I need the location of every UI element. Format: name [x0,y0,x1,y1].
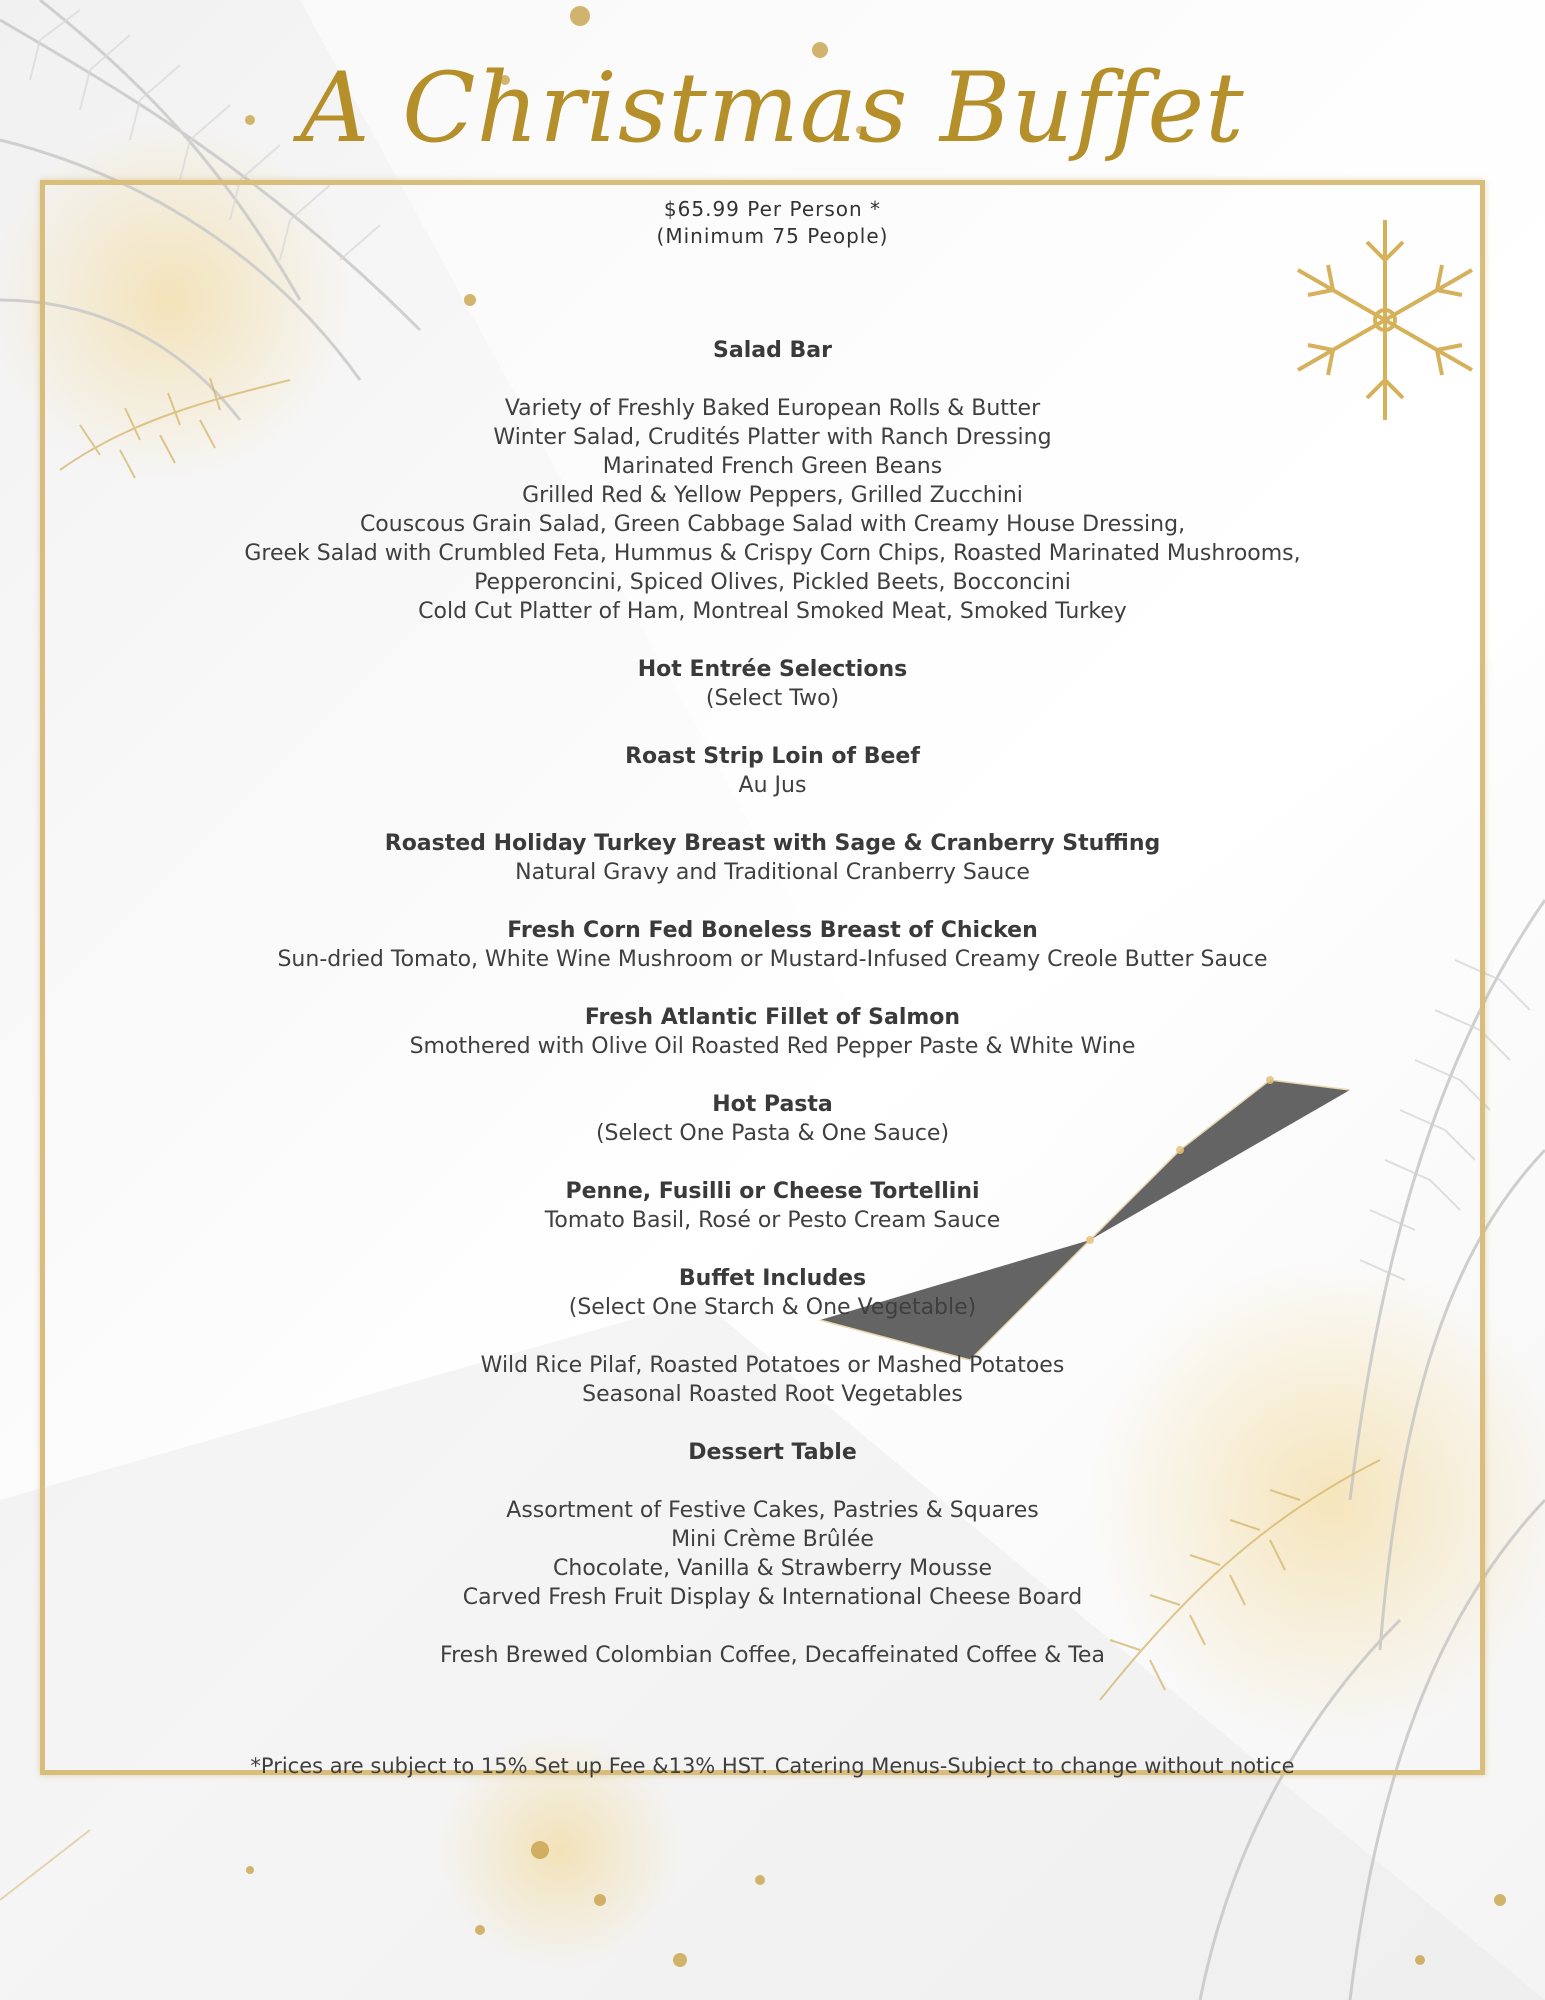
dish-name-turkey: Roasted Holiday Turkey Breast with Sage & Cranberry Stuffing [384,831,1161,856]
section-heading-dessert: Dessert Table [688,1440,857,1465]
section-heading-buffet-includes: Buffet Includes [678,1266,867,1291]
footer-note: *Prices are subject to 15% Set up Fee &13% HST. Catering Menus-Subject to change without notice [250,1754,1295,1778]
menu-item: Mini Crème Brûlée [671,1527,874,1552]
minimum-people: (Minimum 75 People) [656,224,889,248]
dish-name-beef: Roast Strip Loin of Beef [625,744,920,769]
menu-item: Seasonal Roasted Root Vegetables [582,1382,963,1407]
menu-item: Variety of Freshly Baked European Rolls & Butter [504,396,1041,421]
section-note: (Select One Pasta & One Sauce) [595,1121,950,1146]
dish-name-chicken: Fresh Corn Fed Boneless Breast of Chicken [507,918,1038,943]
section-note: (Select One Starch & One Vegetable) [568,1295,977,1320]
menu-item: Grilled Red & Yellow Peppers, Grilled Zucchini [522,483,1023,508]
menu-item: Marinated French Green Beans [602,454,943,479]
dish-description: Sun-dried Tomato, White Wine Mushroom or Mustard-Infused Creamy Creole Butter Sauce [277,947,1268,972]
dish-name-pasta: Penne, Fusilli or Cheese Tortellini [565,1179,980,1204]
section-heading-hot-pasta: Hot Pasta [712,1092,833,1117]
price-per-person: $65.99 Per Person * [663,197,882,221]
dish-description: Smothered with Olive Oil Roasted Red Pepper Paste & White Wine [409,1034,1136,1059]
dish-description: Natural Gravy and Traditional Cranberry Sauce [515,860,1030,885]
menu-item: Greek Salad with Crumbled Feta, Hummus & Crispy Corn Chips, Roasted Marinated Mushrooms, [244,541,1301,566]
menu-item: Assortment of Festive Cakes, Pastries & Squares [506,1498,1039,1523]
dish-description: Tomato Basil, Rosé or Pesto Cream Sauce [544,1208,1001,1233]
dish-name-salmon: Fresh Atlantic Fillet of Salmon [584,1005,961,1030]
menu-item: Chocolate, Vanilla & Strawberry Mousse [553,1556,992,1581]
menu-item: Carved Fresh Fruit Display & International Cheese Board [462,1585,1083,1610]
menu-item: Winter Salad, Crudités Platter with Ranch Dressing [493,425,1052,450]
menu-content [0,336,1545,1670]
section-note: (Select Two) [705,686,840,711]
menu-item: Couscous Grain Salad, Green Cabbage Salad with Creamy House Dressing, [359,512,1186,537]
dish-description: Au Jus [738,773,807,798]
menu-item: Cold Cut Platter of Ham, Montreal Smoked Meat, Smoked Turkey [418,599,1127,624]
menu-item: Pepperoncini, Spiced Olives, Pickled Beets, Bocconcini [474,570,1071,595]
menu-item: Wild Rice Pilaf, Roasted Potatoes or Mashed Potatoes [480,1353,1065,1378]
menu-title: A Christmas Buffet [300,52,1245,164]
section-heading-hot-entree: Hot Entrée Selections [637,657,908,682]
price-info [0,196,1545,250]
section-heading-salad-bar: Salad Bar [713,338,832,363]
coffee-line: Fresh Brewed Colombian Coffee, Decaffeinated Coffee & Tea [440,1643,1105,1668]
